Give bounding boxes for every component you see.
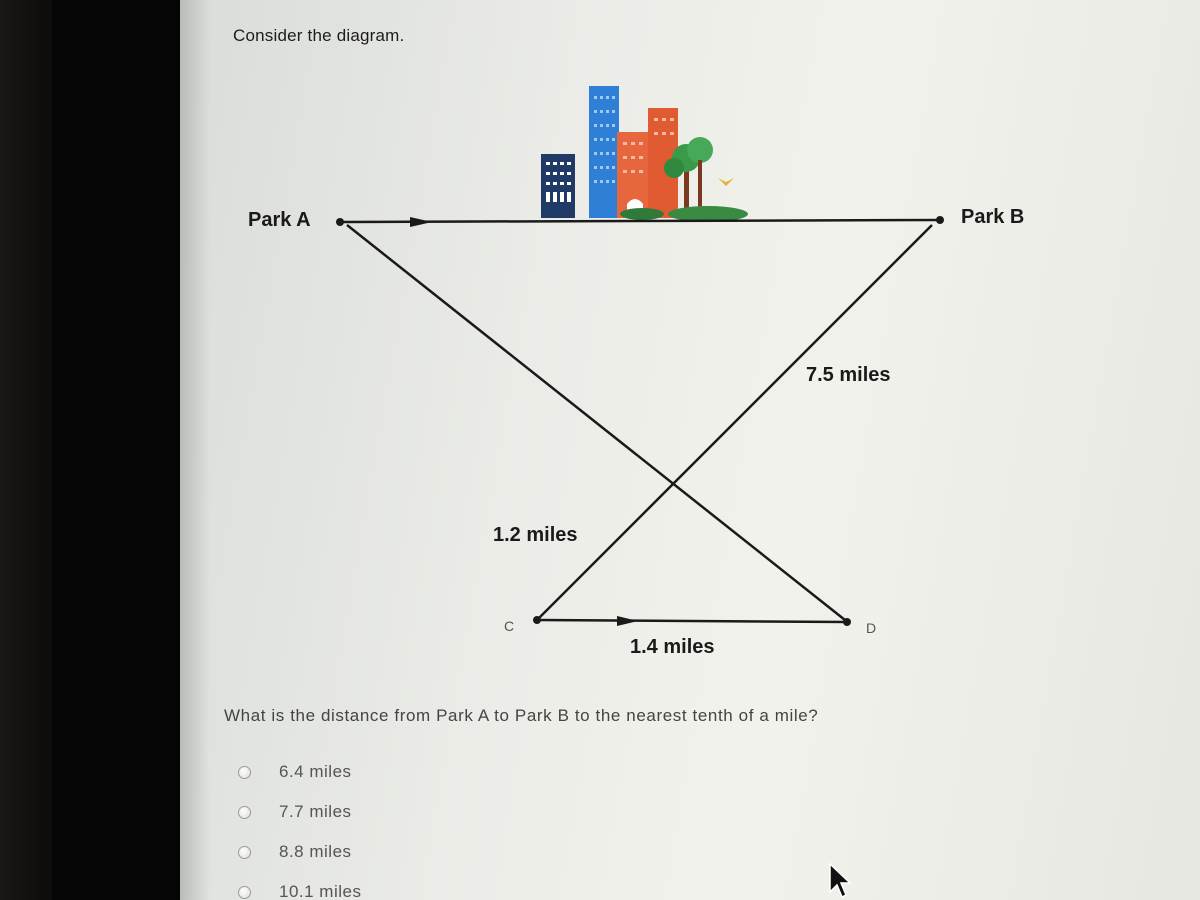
segment-7-5-label: 7.5 miles bbox=[806, 364, 891, 386]
segment-1-2-label: 1.2 miles bbox=[493, 524, 578, 546]
radio-button[interactable] bbox=[238, 766, 251, 779]
answer-option-3[interactable] bbox=[238, 832, 361, 872]
answer-option-label: 8.8 miles bbox=[279, 842, 352, 861]
mouse-pointer-icon bbox=[828, 862, 852, 900]
question-text: What is the distance from Park A to Park B to the nearest tenth of a mile? bbox=[224, 706, 819, 725]
answer-option-2[interactable] bbox=[238, 792, 361, 832]
diagram bbox=[180, 0, 1200, 700]
answer-options bbox=[238, 752, 361, 900]
question-screen bbox=[180, 0, 1200, 900]
segment-1-4-label: 1.4 miles bbox=[630, 636, 715, 658]
answer-option-label: 6.4 miles bbox=[279, 762, 352, 781]
radio-button[interactable] bbox=[238, 886, 251, 899]
park-b-label: Park B bbox=[961, 206, 1025, 228]
device-bezel-inner bbox=[52, 0, 180, 900]
device-bezel bbox=[0, 0, 52, 900]
answer-option-4[interactable] bbox=[238, 872, 361, 900]
radio-button[interactable] bbox=[238, 846, 251, 859]
radio-button[interactable] bbox=[238, 806, 251, 819]
prompt-text: Consider the diagram. bbox=[233, 26, 405, 45]
city-buildings-icon bbox=[541, 86, 748, 222]
park-a-label: Park A bbox=[248, 209, 311, 231]
point-d-label: D bbox=[866, 620, 877, 636]
answer-option-label: 7.7 miles bbox=[279, 802, 352, 821]
point-c-label: C bbox=[504, 618, 515, 634]
answer-option-label: 10.1 miles bbox=[279, 882, 362, 900]
answer-option-1[interactable] bbox=[238, 752, 361, 792]
